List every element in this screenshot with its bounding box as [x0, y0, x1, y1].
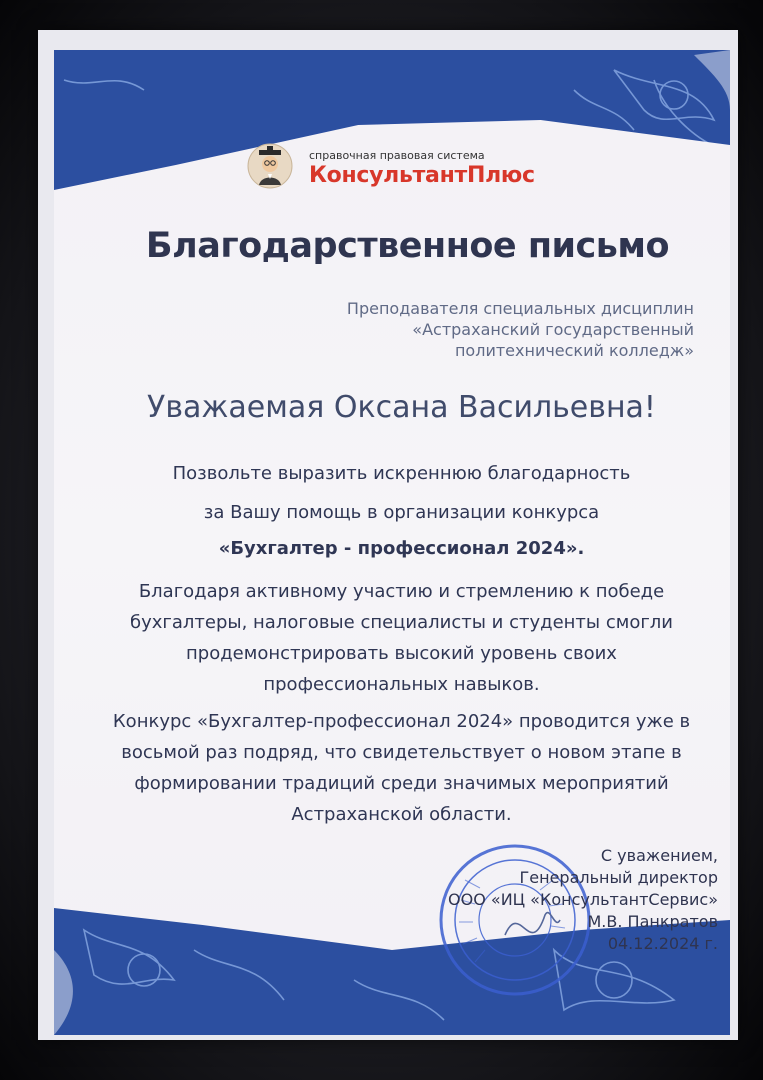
professor-mascot-icon [247, 143, 293, 189]
greeting: Уважаемая Оксана Васильевна! [147, 390, 656, 425]
paragraph-line: Конкурс «Бухгалтер-профессионал 2024» проводится уже в [112, 711, 691, 732]
paragraph-line: бухгалтеры, налоговые специалисты и студенты смогли [130, 612, 673, 633]
signature-line: С уважением, [600, 846, 718, 865]
signature-line: Генеральный директор [519, 868, 718, 887]
paragraph-line: Благодаря активному участию и стремлению к победе [138, 581, 665, 602]
recipient-block [300, 298, 694, 361]
paragraph-line: профессиональных навыков. [263, 674, 540, 695]
paragraph-line: продемонстрировать высокий уровень своих [186, 643, 617, 664]
signature-line: ООО «ИЦ «КонсультантСервис» [448, 890, 718, 909]
paragraph-line: формировании традиций среди значимых мероприятий [134, 773, 669, 794]
signature-date: 04.12.2024 г. [607, 934, 718, 953]
paragraph-2 [0, 706, 763, 830]
logo-subtitle: справочная правовая система [309, 149, 485, 162]
consultantplus-logo [247, 143, 547, 193]
contest-name: «Бухгалтер - профессионал 2024». [218, 538, 585, 559]
signature-block [430, 845, 718, 955]
intro-line: Позвольте выразить искреннюю благодарность [172, 463, 631, 484]
recipient-line: Преподавателя специальных дисциплин [346, 299, 694, 318]
intro-line: за Вашу помощь в организации конкурса [203, 502, 600, 523]
signature-line: М.В. Панкратов [587, 912, 718, 931]
paragraph-line: Астраханской области. [291, 804, 512, 825]
recipient-line: политехнический колледж» [454, 341, 694, 360]
paragraph-line: восьмой раз подряд, что свидетельствует о новом этапе в [121, 742, 682, 763]
document-title: Благодарственное письмо [145, 226, 670, 266]
recipient-line: «Астраханский государственный [412, 320, 694, 339]
logo-name: КонсультантПлюс [309, 163, 535, 188]
paragraph-1 [0, 576, 763, 700]
